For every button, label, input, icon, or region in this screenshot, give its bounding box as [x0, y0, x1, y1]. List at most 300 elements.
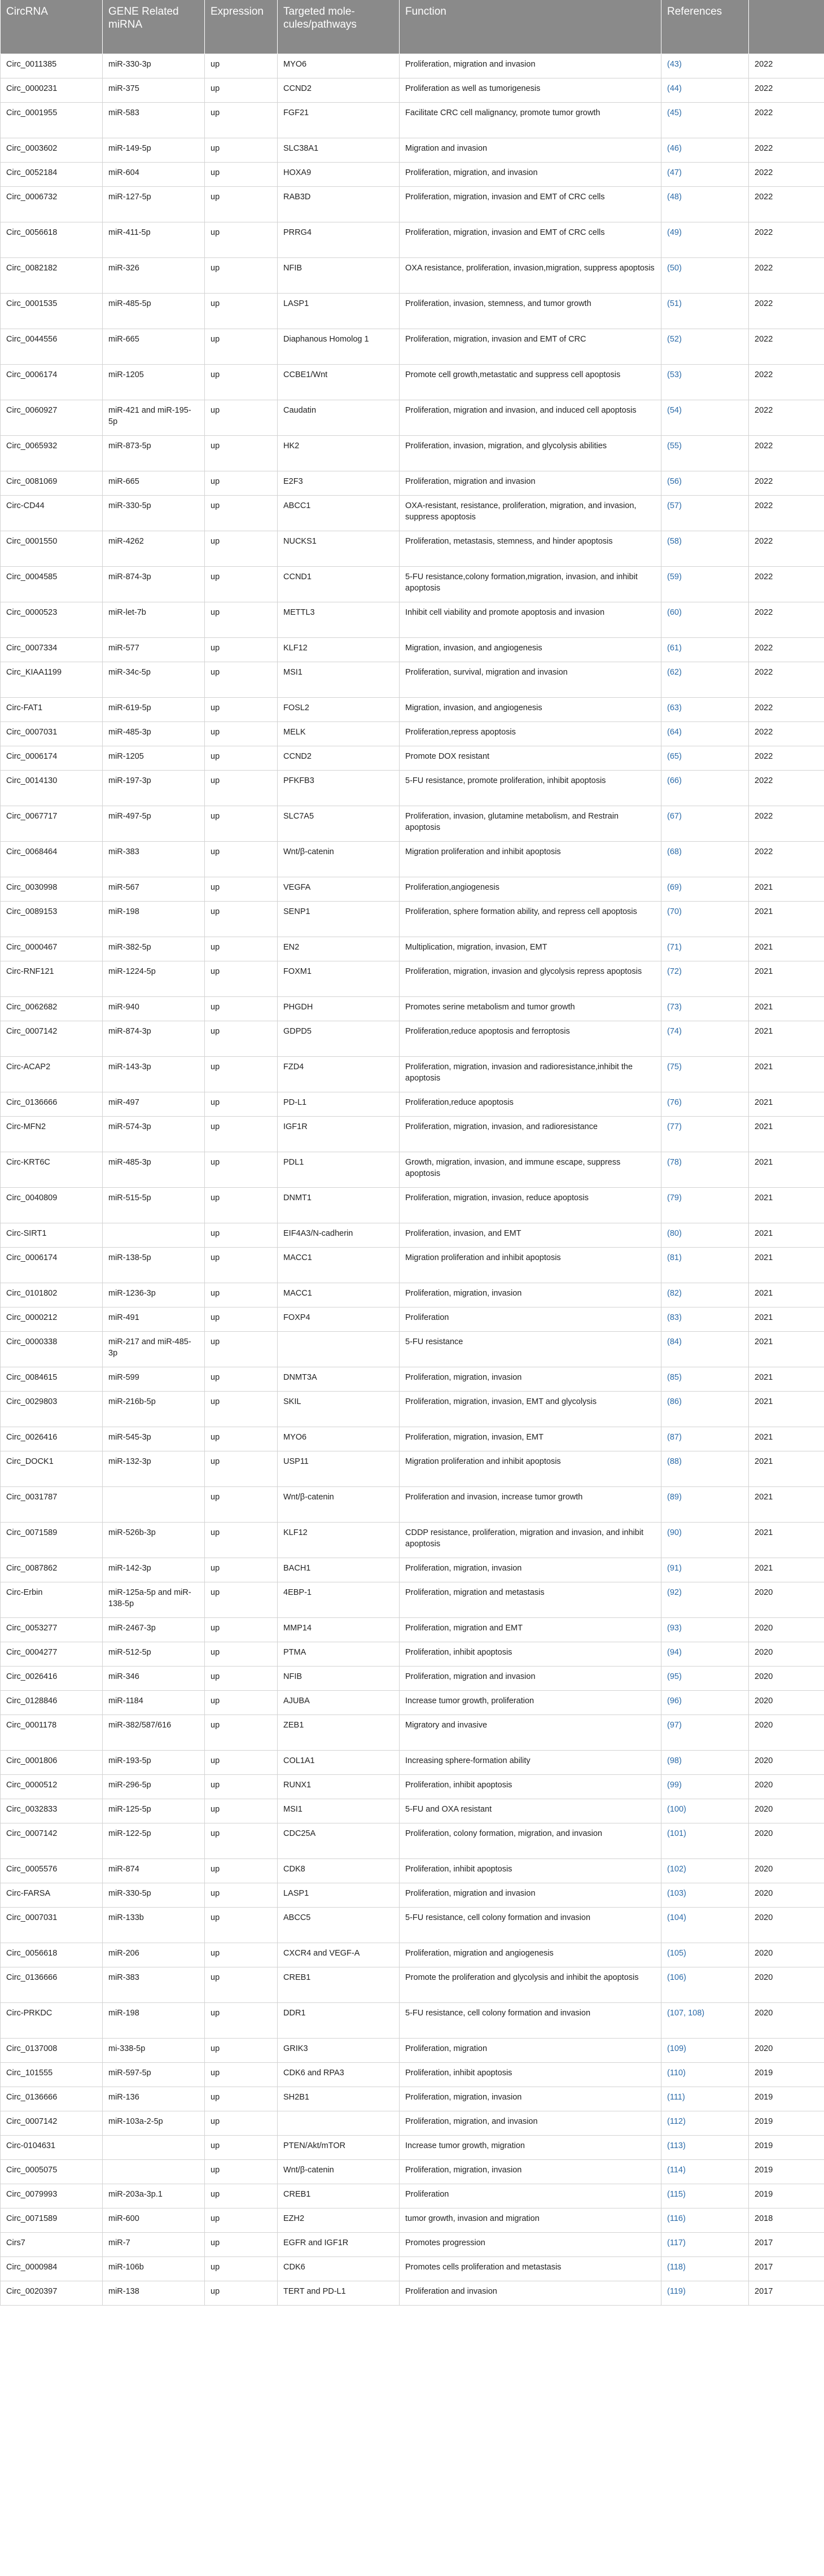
- cell-mirna: miR-346: [103, 1667, 205, 1691]
- cell-reference[interactable]: (95): [661, 1667, 749, 1691]
- cell-circrna: Circ-0104631: [1, 2136, 103, 2160]
- cell-reference[interactable]: (102): [661, 1859, 749, 1883]
- cell-circrna: Circ_0071589: [1, 2208, 103, 2233]
- cell-mirna: miR-138: [103, 2281, 205, 2306]
- cell-expression: up: [205, 496, 278, 531]
- table-row: [1, 1775, 824, 1799]
- cell-function: Growth, migration, invasion, and immune escape, suppress apoptosis: [400, 1152, 661, 1188]
- cell-reference[interactable]: (79): [661, 1188, 749, 1223]
- cell-reference[interactable]: (97): [661, 1715, 749, 1751]
- cell-reference[interactable]: (88): [661, 1451, 749, 1487]
- cell-reference[interactable]: (46): [661, 138, 749, 163]
- cell-year: 2022: [749, 54, 824, 78]
- cell-year: 2020: [749, 2003, 824, 2039]
- cell-reference[interactable]: (45): [661, 103, 749, 138]
- cell-target: PFKFB3: [278, 771, 400, 806]
- cell-reference[interactable]: (81): [661, 1248, 749, 1283]
- header-row: [1, 0, 824, 54]
- cell-reference[interactable]: (92): [661, 1582, 749, 1618]
- cell-reference[interactable]: (80): [661, 1223, 749, 1248]
- cell-mirna: miR-512-5p: [103, 1642, 205, 1667]
- cell-reference[interactable]: (86): [661, 1392, 749, 1427]
- cell-year: 2022: [749, 698, 824, 722]
- cell-expression: up: [205, 400, 278, 436]
- cell-target: AJUBA: [278, 1691, 400, 1715]
- cell-reference[interactable]: (116): [661, 2208, 749, 2233]
- cell-mirna: miR-136: [103, 2087, 205, 2111]
- cell-expression: up: [205, 746, 278, 771]
- cell-function: Proliferation, inhibit apoptosis: [400, 1642, 661, 1667]
- cell-mirna: miR-142-3p: [103, 1558, 205, 1582]
- cell-year: 2022: [749, 329, 824, 365]
- table-row: [1, 1667, 824, 1691]
- table-row: [1, 2208, 824, 2233]
- table-row: [1, 771, 824, 806]
- cell-reference[interactable]: (91): [661, 1558, 749, 1582]
- cell-mirna: miR-217 and miR-485-3p: [103, 1332, 205, 1367]
- cell-circrna: Circ_0011385: [1, 54, 103, 78]
- cell-mirna: miR-383: [103, 842, 205, 877]
- cell-reference[interactable]: (110): [661, 2063, 749, 2087]
- cell-year: 2020: [749, 1691, 824, 1715]
- cell-function: Proliferation, migration, invasion: [400, 1283, 661, 1307]
- cell-circrna: Circ_0001955: [1, 103, 103, 138]
- cell-mirna: miR-216b-5p: [103, 1392, 205, 1427]
- cell-circrna: Circ_0029803: [1, 1392, 103, 1427]
- cell-reference[interactable]: (72): [661, 961, 749, 997]
- cell-reference[interactable]: (94): [661, 1642, 749, 1667]
- cell-target: EGFR and IGF1R: [278, 2233, 400, 2257]
- cell-year: 2021: [749, 1092, 824, 1117]
- cell-reference[interactable]: (98): [661, 1751, 749, 1775]
- cell-target: MACC1: [278, 1283, 400, 1307]
- cell-reference[interactable]: (61): [661, 638, 749, 662]
- cell-expression: up: [205, 997, 278, 1021]
- cell-reference[interactable]: (112): [661, 2111, 749, 2136]
- cell-reference[interactable]: (67): [661, 806, 749, 842]
- cell-target: GDPD5: [278, 1021, 400, 1057]
- cell-circrna: Circ_0000212: [1, 1307, 103, 1332]
- cell-expression: up: [205, 1057, 278, 1092]
- cell-reference[interactable]: (115): [661, 2184, 749, 2208]
- cell-target: Diaphanous Homolog 1: [278, 329, 400, 365]
- cell-function: Facilitate CRC cell malignancy, promote tumor growth: [400, 103, 661, 138]
- cell-target: MSI1: [278, 662, 400, 698]
- cell-expression: up: [205, 1908, 278, 1943]
- cell-function: Promote DOX resistant: [400, 746, 661, 771]
- cell-circrna: Circ-ACAP2: [1, 1057, 103, 1092]
- cell-year: 2022: [749, 78, 824, 103]
- cell-function: Proliferation, migration and EMT: [400, 1618, 661, 1642]
- cell-expression: up: [205, 1367, 278, 1392]
- table-row: [1, 1523, 824, 1558]
- cell-reference[interactable]: (101): [661, 1823, 749, 1859]
- cell-circrna: Circ_0000512: [1, 1775, 103, 1799]
- cell-reference[interactable]: (52): [661, 329, 749, 365]
- cell-expression: up: [205, 1775, 278, 1799]
- cell-mirna: miR-1184: [103, 1691, 205, 1715]
- cell-mirna: miR-203a-3p.1: [103, 2184, 205, 2208]
- cell-target: CCBE1/Wnt: [278, 365, 400, 400]
- cell-reference[interactable]: (65): [661, 746, 749, 771]
- cell-year: 2022: [749, 662, 824, 698]
- cell-circrna: Circ_0082182: [1, 258, 103, 294]
- cell-expression: up: [205, 54, 278, 78]
- cell-circrna: Circ_0001178: [1, 1715, 103, 1751]
- cell-reference[interactable]: (89): [661, 1487, 749, 1523]
- cell-year: 2021: [749, 1451, 824, 1487]
- cell-function: Multiplication, migration, invasion, EMT: [400, 937, 661, 961]
- cell-expression: up: [205, 2257, 278, 2281]
- cell-expression: up: [205, 1967, 278, 2003]
- cell-circrna: Circ_0056618: [1, 222, 103, 258]
- cell-expression: up: [205, 78, 278, 103]
- cell-reference[interactable]: (64): [661, 722, 749, 746]
- cell-year: 2017: [749, 2281, 824, 2306]
- cell-expression: up: [205, 222, 278, 258]
- cell-year: 2021: [749, 1332, 824, 1367]
- cell-mirna: miR-874-3p: [103, 1021, 205, 1057]
- cell-function: Proliferation, metastasis, stemness, and hinder apoptosis: [400, 531, 661, 567]
- cell-expression: up: [205, 1283, 278, 1307]
- cell-mirna: miR-597-5p: [103, 2063, 205, 2087]
- cell-expression: up: [205, 1117, 278, 1152]
- cell-circrna: Circ_0007142: [1, 1823, 103, 1859]
- cell-reference[interactable]: (118): [661, 2257, 749, 2281]
- cell-expression: up: [205, 2136, 278, 2160]
- table-row: [1, 365, 824, 400]
- cell-year: 2020: [749, 1883, 824, 1908]
- cell-reference[interactable]: (54): [661, 400, 749, 436]
- cell-target: Wnt/β-catenin: [278, 842, 400, 877]
- cell-circrna: Circ_0065932: [1, 436, 103, 471]
- cell-circrna: Circ_0062682: [1, 997, 103, 1021]
- table-row: [1, 1021, 824, 1057]
- cell-target: NUCKS1: [278, 531, 400, 567]
- table-row: [1, 258, 824, 294]
- header-circrna: CircRNA: [1, 0, 103, 54]
- cell-mirna: miR-383: [103, 1967, 205, 2003]
- cell-mirna: miR-1236-3p: [103, 1283, 205, 1307]
- cell-reference[interactable]: (85): [661, 1367, 749, 1392]
- cell-year: 2019: [749, 2111, 824, 2136]
- cell-target: RUNX1: [278, 1775, 400, 1799]
- cell-circrna: Circ_0006174: [1, 365, 103, 400]
- cell-reference[interactable]: (103): [661, 1883, 749, 1908]
- cell-mirna: miR-4262: [103, 531, 205, 567]
- cell-circrna: Circ_KIAA1199: [1, 662, 103, 698]
- cell-expression: up: [205, 2003, 278, 2039]
- table-row: [1, 2257, 824, 2281]
- cell-reference[interactable]: (58): [661, 531, 749, 567]
- cell-year: 2022: [749, 258, 824, 294]
- table-row: [1, 1451, 824, 1487]
- cell-reference[interactable]: (44): [661, 78, 749, 103]
- cell-reference[interactable]: (66): [661, 771, 749, 806]
- cell-year: 2019: [749, 2063, 824, 2087]
- cell-reference[interactable]: (117): [661, 2233, 749, 2257]
- cell-reference[interactable]: (87): [661, 1427, 749, 1451]
- cell-target: COL1A1: [278, 1751, 400, 1775]
- cell-mirna: miR-665: [103, 329, 205, 365]
- cell-reference[interactable]: (96): [661, 1691, 749, 1715]
- cell-function: Proliferation, migration, invasion, EMT and glycolysis: [400, 1392, 661, 1427]
- cell-target: SENP1: [278, 902, 400, 937]
- cell-year: 2021: [749, 1117, 824, 1152]
- cell-circrna: Circ_DOCK1: [1, 1451, 103, 1487]
- cell-reference[interactable]: (90): [661, 1523, 749, 1558]
- header-mirna: GENE Related miRNA: [103, 0, 205, 54]
- cell-circrna: Circ_0089153: [1, 902, 103, 937]
- cell-year: 2021: [749, 1487, 824, 1523]
- cell-reference[interactable]: (82): [661, 1283, 749, 1307]
- cell-reference[interactable]: (69): [661, 877, 749, 902]
- cell-expression: up: [205, 1558, 278, 1582]
- cell-reference[interactable]: (62): [661, 662, 749, 698]
- cell-target: CDC25A: [278, 1823, 400, 1859]
- cell-reference[interactable]: (113): [661, 2136, 749, 2160]
- cell-function: 5-FU resistance,colony formation,migration, invasion, and inhibit apoptosis: [400, 567, 661, 602]
- table-row: [1, 1751, 824, 1775]
- cell-function: Inhibit cell viability and promote apoptosis and invasion: [400, 602, 661, 638]
- cell-year: 2021: [749, 1367, 824, 1392]
- cell-expression: up: [205, 1223, 278, 1248]
- cell-target: MYO6: [278, 54, 400, 78]
- cell-function: Migratory and invasive: [400, 1715, 661, 1751]
- cell-expression: up: [205, 2233, 278, 2257]
- cell-year: 2022: [749, 187, 824, 222]
- cell-reference[interactable]: (71): [661, 937, 749, 961]
- cell-target: PTEN/Akt/mTOR: [278, 2136, 400, 2160]
- cell-target: HOXA9: [278, 163, 400, 187]
- cell-reference[interactable]: (111): [661, 2087, 749, 2111]
- table-row: [1, 54, 824, 78]
- cell-expression: up: [205, 662, 278, 698]
- cell-reference[interactable]: (49): [661, 222, 749, 258]
- cell-reference[interactable]: (100): [661, 1799, 749, 1823]
- cell-reference[interactable]: (109): [661, 2039, 749, 2063]
- table-row: [1, 531, 824, 567]
- cell-function: Migration proliferation and inhibit apoptosis: [400, 1248, 661, 1283]
- cell-function: Proliferation, colony formation, migration, and invasion: [400, 1823, 661, 1859]
- cell-year: 2020: [749, 1967, 824, 2003]
- cell-mirna: miR-665: [103, 471, 205, 496]
- cell-reference[interactable]: (56): [661, 471, 749, 496]
- cell-reference[interactable]: (47): [661, 163, 749, 187]
- cell-reference[interactable]: (83): [661, 1307, 749, 1332]
- cell-circrna: Circ_0030998: [1, 877, 103, 902]
- header-year: [749, 0, 824, 54]
- cell-reference[interactable]: (51): [661, 294, 749, 329]
- cell-function: 5-FU resistance: [400, 1332, 661, 1367]
- cell-expression: up: [205, 2087, 278, 2111]
- cell-target: CREB1: [278, 1967, 400, 2003]
- cell-mirna: miR-1205: [103, 365, 205, 400]
- table-row: [1, 1967, 824, 2003]
- cell-function: Increase tumor growth, proliferation: [400, 1691, 661, 1715]
- cell-function: Proliferation,reduce apoptosis: [400, 1092, 661, 1117]
- cell-circrna: Circ_0004585: [1, 567, 103, 602]
- cell-expression: up: [205, 1799, 278, 1823]
- cell-year: 2020: [749, 1859, 824, 1883]
- cell-reference[interactable]: (74): [661, 1021, 749, 1057]
- cell-year: 2019: [749, 2184, 824, 2208]
- cell-expression: up: [205, 1667, 278, 1691]
- cell-function: Proliferation, migration, invasion: [400, 2160, 661, 2184]
- cell-circrna: Circ_0040809: [1, 1188, 103, 1223]
- cell-mirna: miR-940: [103, 997, 205, 1021]
- cell-mirna: miR-545-3p: [103, 1427, 205, 1451]
- cell-target: MYO6: [278, 1427, 400, 1451]
- cell-expression: up: [205, 902, 278, 937]
- cell-mirna: miR-497: [103, 1092, 205, 1117]
- cell-year: 2020: [749, 1908, 824, 1943]
- cell-reference[interactable]: (105): [661, 1943, 749, 1967]
- cell-circrna: Circ_0007031: [1, 1908, 103, 1943]
- cell-mirna: miR-485-3p: [103, 722, 205, 746]
- table-row: [1, 1392, 824, 1427]
- cell-target: [278, 1332, 400, 1367]
- cell-reference[interactable]: (99): [661, 1775, 749, 1799]
- cell-reference[interactable]: (104): [661, 1908, 749, 1943]
- cell-expression: up: [205, 1307, 278, 1332]
- cell-reference[interactable]: (114): [661, 2160, 749, 2184]
- cell-target: LASP1: [278, 294, 400, 329]
- cell-reference[interactable]: (75): [661, 1057, 749, 1092]
- table-row: [1, 2281, 824, 2306]
- cell-function: tumor growth, invasion and migration: [400, 2208, 661, 2233]
- cell-reference[interactable]: (55): [661, 436, 749, 471]
- cell-function: Proliferation, migration and metastasis: [400, 1582, 661, 1618]
- cell-mirna: miR-133b: [103, 1908, 205, 1943]
- cell-year: 2022: [749, 471, 824, 496]
- cell-expression: up: [205, 1332, 278, 1367]
- cell-target: MMP14: [278, 1618, 400, 1642]
- cell-circrna: Circ_0044556: [1, 329, 103, 365]
- cell-mirna: miR-7: [103, 2233, 205, 2257]
- cell-circrna: Circ_0020397: [1, 2281, 103, 2306]
- cell-target: EIF4A3/N-cadherin: [278, 1223, 400, 1248]
- cell-mirna: miR-873-5p: [103, 436, 205, 471]
- cell-circrna: Circ_0000338: [1, 1332, 103, 1367]
- cell-year: 2021: [749, 1021, 824, 1057]
- cell-year: 2022: [749, 103, 824, 138]
- cell-reference[interactable]: (106): [661, 1967, 749, 2003]
- cell-function: Proliferation, migration and invasion: [400, 1667, 661, 1691]
- cell-year: 2020: [749, 1582, 824, 1618]
- cell-target: SH2B1: [278, 2087, 400, 2111]
- cell-circrna: Circ_0005576: [1, 1859, 103, 1883]
- table-row: [1, 1642, 824, 1667]
- cell-mirna: miR-1224-5p: [103, 961, 205, 997]
- cell-year: 2020: [749, 1943, 824, 1967]
- cell-expression: up: [205, 602, 278, 638]
- cell-reference[interactable]: (50): [661, 258, 749, 294]
- cell-target: GRIK3: [278, 2039, 400, 2063]
- table-row: [1, 2160, 824, 2184]
- cell-reference[interactable]: (77): [661, 1117, 749, 1152]
- cell-function: Proliferation, migration and invasion: [400, 471, 661, 496]
- cell-circrna: Circ_0101802: [1, 1283, 103, 1307]
- cell-year: 2022: [749, 771, 824, 806]
- table-row: [1, 937, 824, 961]
- cell-target: Wnt/β-catenin: [278, 2160, 400, 2184]
- header-targets: Targeted mole-cules/pathways: [278, 0, 400, 54]
- cell-reference[interactable]: (48): [661, 187, 749, 222]
- cell-reference[interactable]: (43): [661, 54, 749, 78]
- cell-expression: up: [205, 1859, 278, 1883]
- cell-function: Migration proliferation and inhibit apoptosis: [400, 1451, 661, 1487]
- table-row: [1, 1332, 824, 1367]
- cell-reference[interactable]: (60): [661, 602, 749, 638]
- cell-target: TERT and PD-L1: [278, 2281, 400, 2306]
- table-row: [1, 496, 824, 531]
- cell-mirna: miR-567: [103, 877, 205, 902]
- cell-circrna: Circ_101555: [1, 2063, 103, 2087]
- cell-year: 2022: [749, 722, 824, 746]
- table-row: [1, 1283, 824, 1307]
- cell-reference[interactable]: (119): [661, 2281, 749, 2306]
- cell-reference[interactable]: (68): [661, 842, 749, 877]
- cell-reference[interactable]: (70): [661, 902, 749, 937]
- cell-target: Wnt/β-catenin: [278, 1487, 400, 1523]
- cell-reference[interactable]: (84): [661, 1332, 749, 1367]
- cell-target: DDR1: [278, 2003, 400, 2039]
- cell-mirna: miR-198: [103, 902, 205, 937]
- cell-target: SLC38A1: [278, 138, 400, 163]
- table-row: [1, 1307, 824, 1332]
- cell-function: 5-FU and OXA resistant: [400, 1799, 661, 1823]
- cell-target: PD-L1: [278, 1092, 400, 1117]
- cell-circrna: Circ_0087862: [1, 1558, 103, 1582]
- cell-reference[interactable]: (53): [661, 365, 749, 400]
- cell-reference[interactable]: (93): [661, 1618, 749, 1642]
- cell-function: Proliferation, migration and invasion: [400, 1883, 661, 1908]
- cell-target: FZD4: [278, 1057, 400, 1092]
- cell-year: 2022: [749, 365, 824, 400]
- table-row: [1, 2063, 824, 2087]
- cell-reference[interactable]: (78): [661, 1152, 749, 1188]
- cell-function: Promote the proliferation and glycolysis and inhibit the apoptosis: [400, 1967, 661, 2003]
- cell-reference[interactable]: (76): [661, 1092, 749, 1117]
- cell-reference[interactable]: (59): [661, 567, 749, 602]
- table-row: [1, 2111, 824, 2136]
- cell-expression: up: [205, 471, 278, 496]
- cell-mirna: miR-122-5p: [103, 1823, 205, 1859]
- cell-circrna: Circ_0079993: [1, 2184, 103, 2208]
- cell-reference[interactable]: (107, 108): [661, 2003, 749, 2039]
- cell-reference[interactable]: (57): [661, 496, 749, 531]
- cell-function: Proliferation, migration and angiogenesis: [400, 1943, 661, 1967]
- cell-function: Promotes progression: [400, 2233, 661, 2257]
- cell-function: CDDP resistance, proliferation, migration and invasion, and inhibit apoptosis: [400, 1523, 661, 1558]
- table-body: [1, 54, 824, 2306]
- cell-mirna: miR-106b: [103, 2257, 205, 2281]
- cell-target: PHGDH: [278, 997, 400, 1021]
- cell-mirna: [103, 2136, 205, 2160]
- cell-expression: up: [205, 1188, 278, 1223]
- cell-mirna: miR-149-5p: [103, 138, 205, 163]
- cell-mirna: miR-2467-3p: [103, 1618, 205, 1642]
- cell-expression: up: [205, 1943, 278, 1967]
- cell-reference[interactable]: (63): [661, 698, 749, 722]
- cell-circrna: Circ_0004277: [1, 1642, 103, 1667]
- cell-expression: up: [205, 842, 278, 877]
- cell-reference[interactable]: (73): [661, 997, 749, 1021]
- cell-mirna: miR-583: [103, 103, 205, 138]
- cell-function: Proliferation and invasion, increase tumor growth: [400, 1487, 661, 1523]
- cell-mirna: miR-125-5p: [103, 1799, 205, 1823]
